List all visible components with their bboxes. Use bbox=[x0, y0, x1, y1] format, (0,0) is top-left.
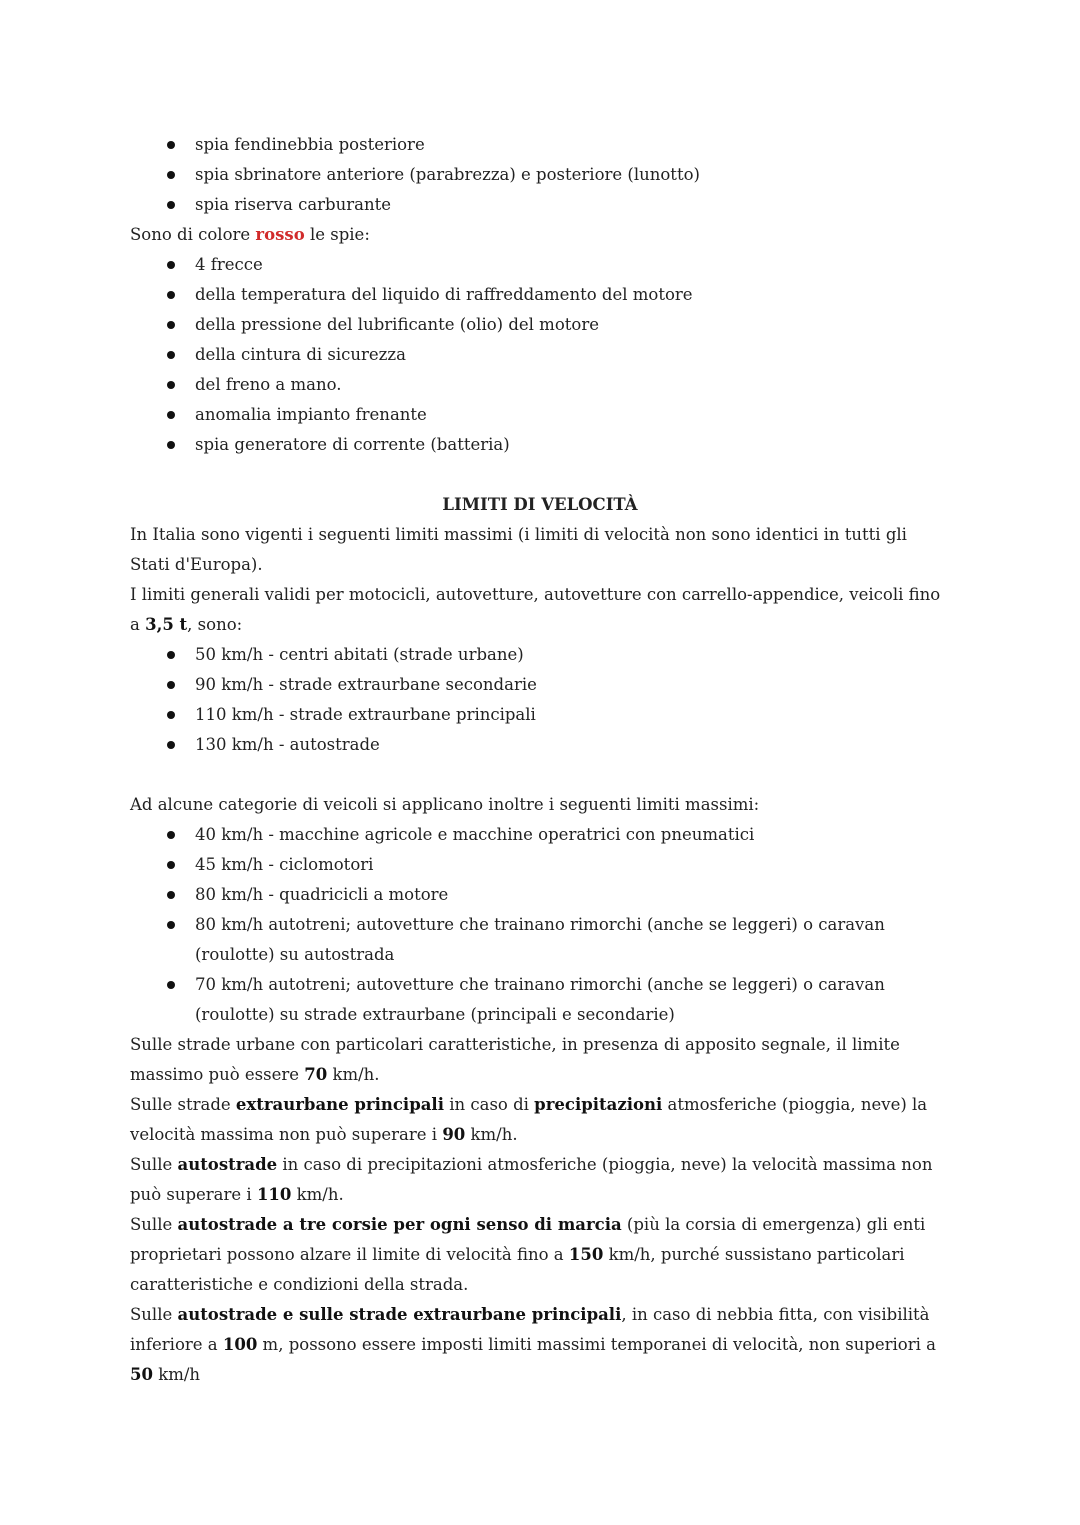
list-item: 130 km/h - autostrade bbox=[130, 730, 950, 760]
list-item: anomalia impianto frenante bbox=[130, 400, 950, 430]
red-lights-list bbox=[130, 250, 950, 460]
general-limits-list bbox=[130, 640, 950, 760]
list-item: 50 km/h - centri abitati (strade urbane) bbox=[130, 640, 950, 670]
list-item: spia sbrinatore anteriore (parabrezza) e posteriore (lunotto) bbox=[130, 160, 950, 190]
list-item: 80 km/h - quadricicli a motore bbox=[130, 880, 950, 910]
list-item: del freno a mano. bbox=[130, 370, 950, 400]
list-item: della cintura di sicurezza bbox=[130, 340, 950, 370]
red-highlight: rosso bbox=[255, 225, 305, 244]
list-item: della pressione del lubrificante (olio) del motore bbox=[130, 310, 950, 340]
list-item: 80 km/h autotreni; autovetture che trainano rimorchi (anche se leggeri) o caravan (roulotte) su autostrada bbox=[130, 910, 950, 970]
list-item: 45 km/h - ciclomotori bbox=[130, 850, 950, 880]
list-item: spia generatore di corrente (batteria) bbox=[130, 430, 950, 460]
extraurban-rain-paragraph: Sulle strade extraurbane principali in caso di precipitazioni atmosferiche (pioggia, neve) la velocità massima non può superare i 90 km/h. bbox=[130, 1095, 928, 1144]
red-lights-intro: Sono di colore rosso le spie: bbox=[130, 225, 370, 244]
three-lane-highway-paragraph: Sulle autostrade a tre corsie per ogni senso di marcia (più la corsia di emergenza) gli enti proprietari possono alzare il limite di velocità fino a 150 km/h, purché sussistano particolari caratteristiche e condizioni della strada. bbox=[130, 1215, 926, 1294]
list-item: 40 km/h - macchine agricole e macchine operatrici con pneumatici bbox=[130, 820, 950, 850]
list-item: 110 km/h - strade extraurbane principali bbox=[130, 700, 950, 730]
urban-roads-paragraph: Sulle strade urbane con particolari caratteristiche, in presenza di apposito segnale, il limite massimo può essere 70 km/h. bbox=[130, 1035, 900, 1084]
spacer bbox=[130, 760, 950, 790]
categories-intro: Ad alcune categorie di veicoli si applicano inoltre i seguenti limiti massimi: bbox=[130, 795, 760, 814]
list-item: 4 frecce bbox=[130, 250, 950, 280]
document-page bbox=[130, 130, 950, 1390]
list-item: della temperatura del liquido di raffreddamento del motore bbox=[130, 280, 950, 310]
list-item: 90 km/h - strade extraurbane secondarie bbox=[130, 670, 950, 700]
list-item: spia fendinebbia posteriore bbox=[130, 130, 950, 160]
list-item: 70 km/h autotreni; autovetture che trainano rimorchi (anche se leggeri) o caravan (roulotte) su strade extraurbane (principali e secondarie) bbox=[130, 970, 950, 1030]
highway-rain-paragraph: Sulle autostrade in caso di precipitazioni atmosferiche (pioggia, neve) la velocità massima non può superare i 110 km/h. bbox=[130, 1155, 933, 1204]
intro-paragraph: In Italia sono vigenti i seguenti limiti massimi (i limiti di velocità non sono identici in tutti gli Stati d'Europa). bbox=[130, 525, 907, 574]
section-heading: LIMITI DI VELOCITÀ bbox=[442, 495, 638, 514]
fog-paragraph: Sulle autostrade e sulle strade extraurbane principali, in caso di nebbia fitta, con visibilità inferiore a 100 m, possono essere imposti limiti massimi temporanei di velocità, non superiori a 50 km/h bbox=[130, 1305, 936, 1384]
category-limits-list bbox=[130, 820, 950, 1030]
warning-lights-list bbox=[130, 130, 950, 220]
list-item: spia riserva carburante bbox=[130, 190, 950, 220]
general-limits-intro: I limiti generali validi per motocicli, autovetture, autovetture con carrello-appendice, veicoli fino a 3,5 t, sono: bbox=[130, 585, 941, 634]
